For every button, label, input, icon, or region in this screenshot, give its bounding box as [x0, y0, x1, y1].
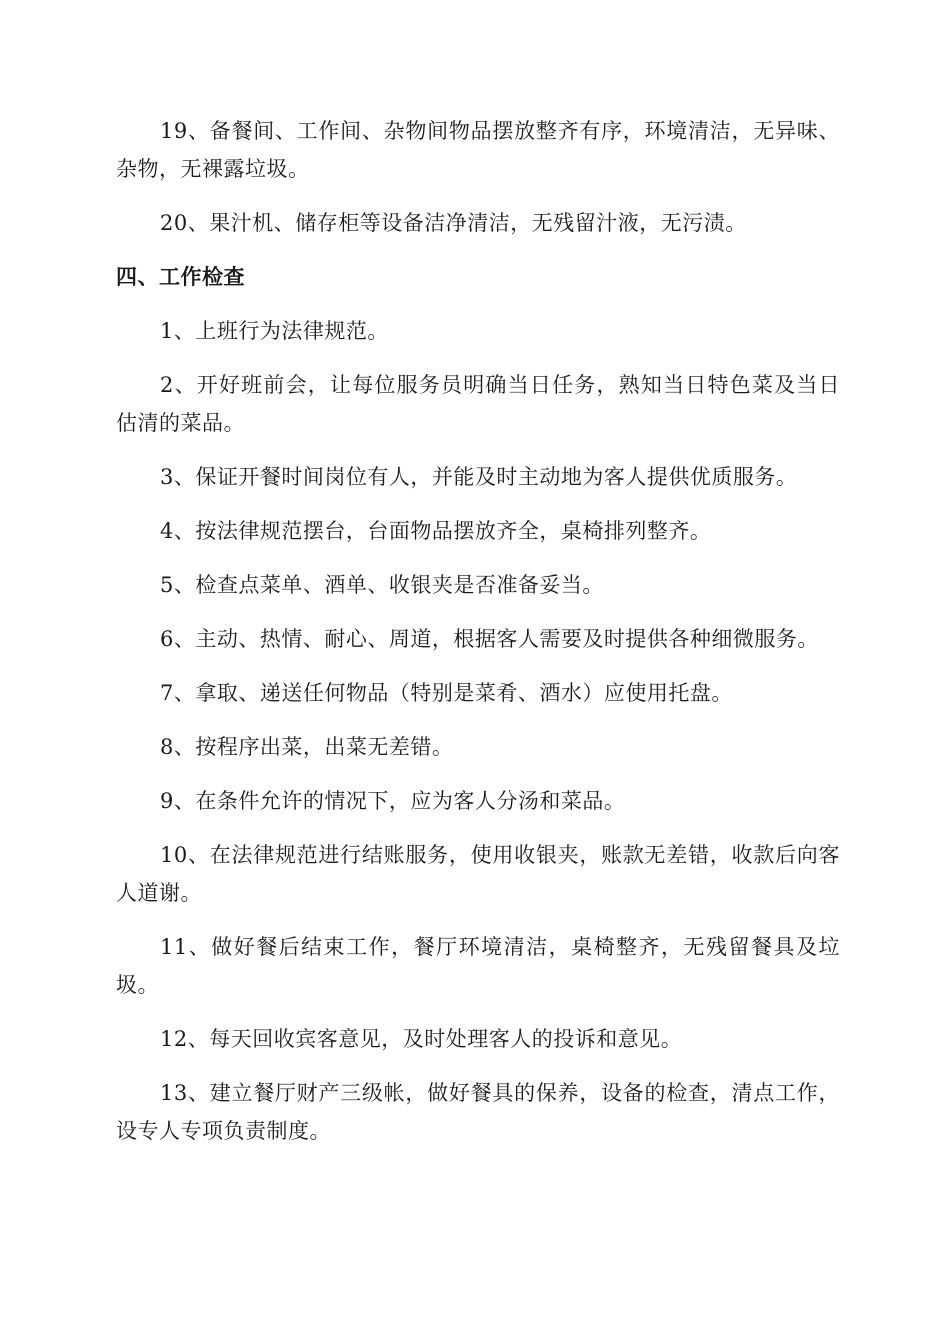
list-item: 2、开好班前会，让每位服务员明确当日任务，熟知当日特色菜及当日估清的菜品。 — [116, 373, 840, 435]
list-item: 8、按程序出菜，出菜无差错。 — [160, 735, 454, 759]
list-item: 13、建立餐厅财产三级帐，做好餐具的保养，设备的检查，清点工作，设专人专项负责制度。 — [116, 1081, 840, 1143]
list-item: 10、在法律规范进行结账服务，使用收银夹，账款无差错，收款后向客人道谢。 — [116, 843, 840, 905]
list-item: 7、拿取、递送任何物品（特别是菜肴、酒水）应使用托盘。 — [160, 681, 733, 705]
list-item: 1、上班行为法律规范。 — [160, 319, 389, 343]
section-heading: 四、工作检查 — [116, 265, 245, 289]
list-item: 11、做好餐后结束工作，餐厅环境清洁，桌椅整齐，无残留餐具及垃圾。 — [116, 935, 840, 997]
list-item: 19、备餐间、工作间、杂物间物品摆放整齐有序，环境清洁，无异味、杂物，无裸露垃圾。 — [116, 119, 840, 181]
list-item: 3、保证开餐时间岗位有人，并能及时主动地为客人提供优质服务。 — [160, 465, 798, 489]
document-body — [116, 112, 840, 1166]
list-item: 20、果汁机、储存柜等设备洁净清洁，无残留汁液，无污渍。 — [160, 211, 747, 235]
list-item: 4、按法律规范摆台，台面物品摆放齐全，桌椅排列整齐。 — [160, 519, 712, 543]
list-item: 6、主动、热情、耐心、周道，根据客人需要及时提供各种细微服务。 — [160, 627, 819, 651]
list-item: 5、检查点菜单、酒单、收银夹是否准备妥当。 — [160, 573, 604, 597]
list-item: 12、每天回收宾客意见，及时处理客人的投诉和意见。 — [160, 1027, 683, 1051]
list-item: 9、在条件允许的情况下，应为客人分汤和菜品。 — [160, 789, 626, 813]
